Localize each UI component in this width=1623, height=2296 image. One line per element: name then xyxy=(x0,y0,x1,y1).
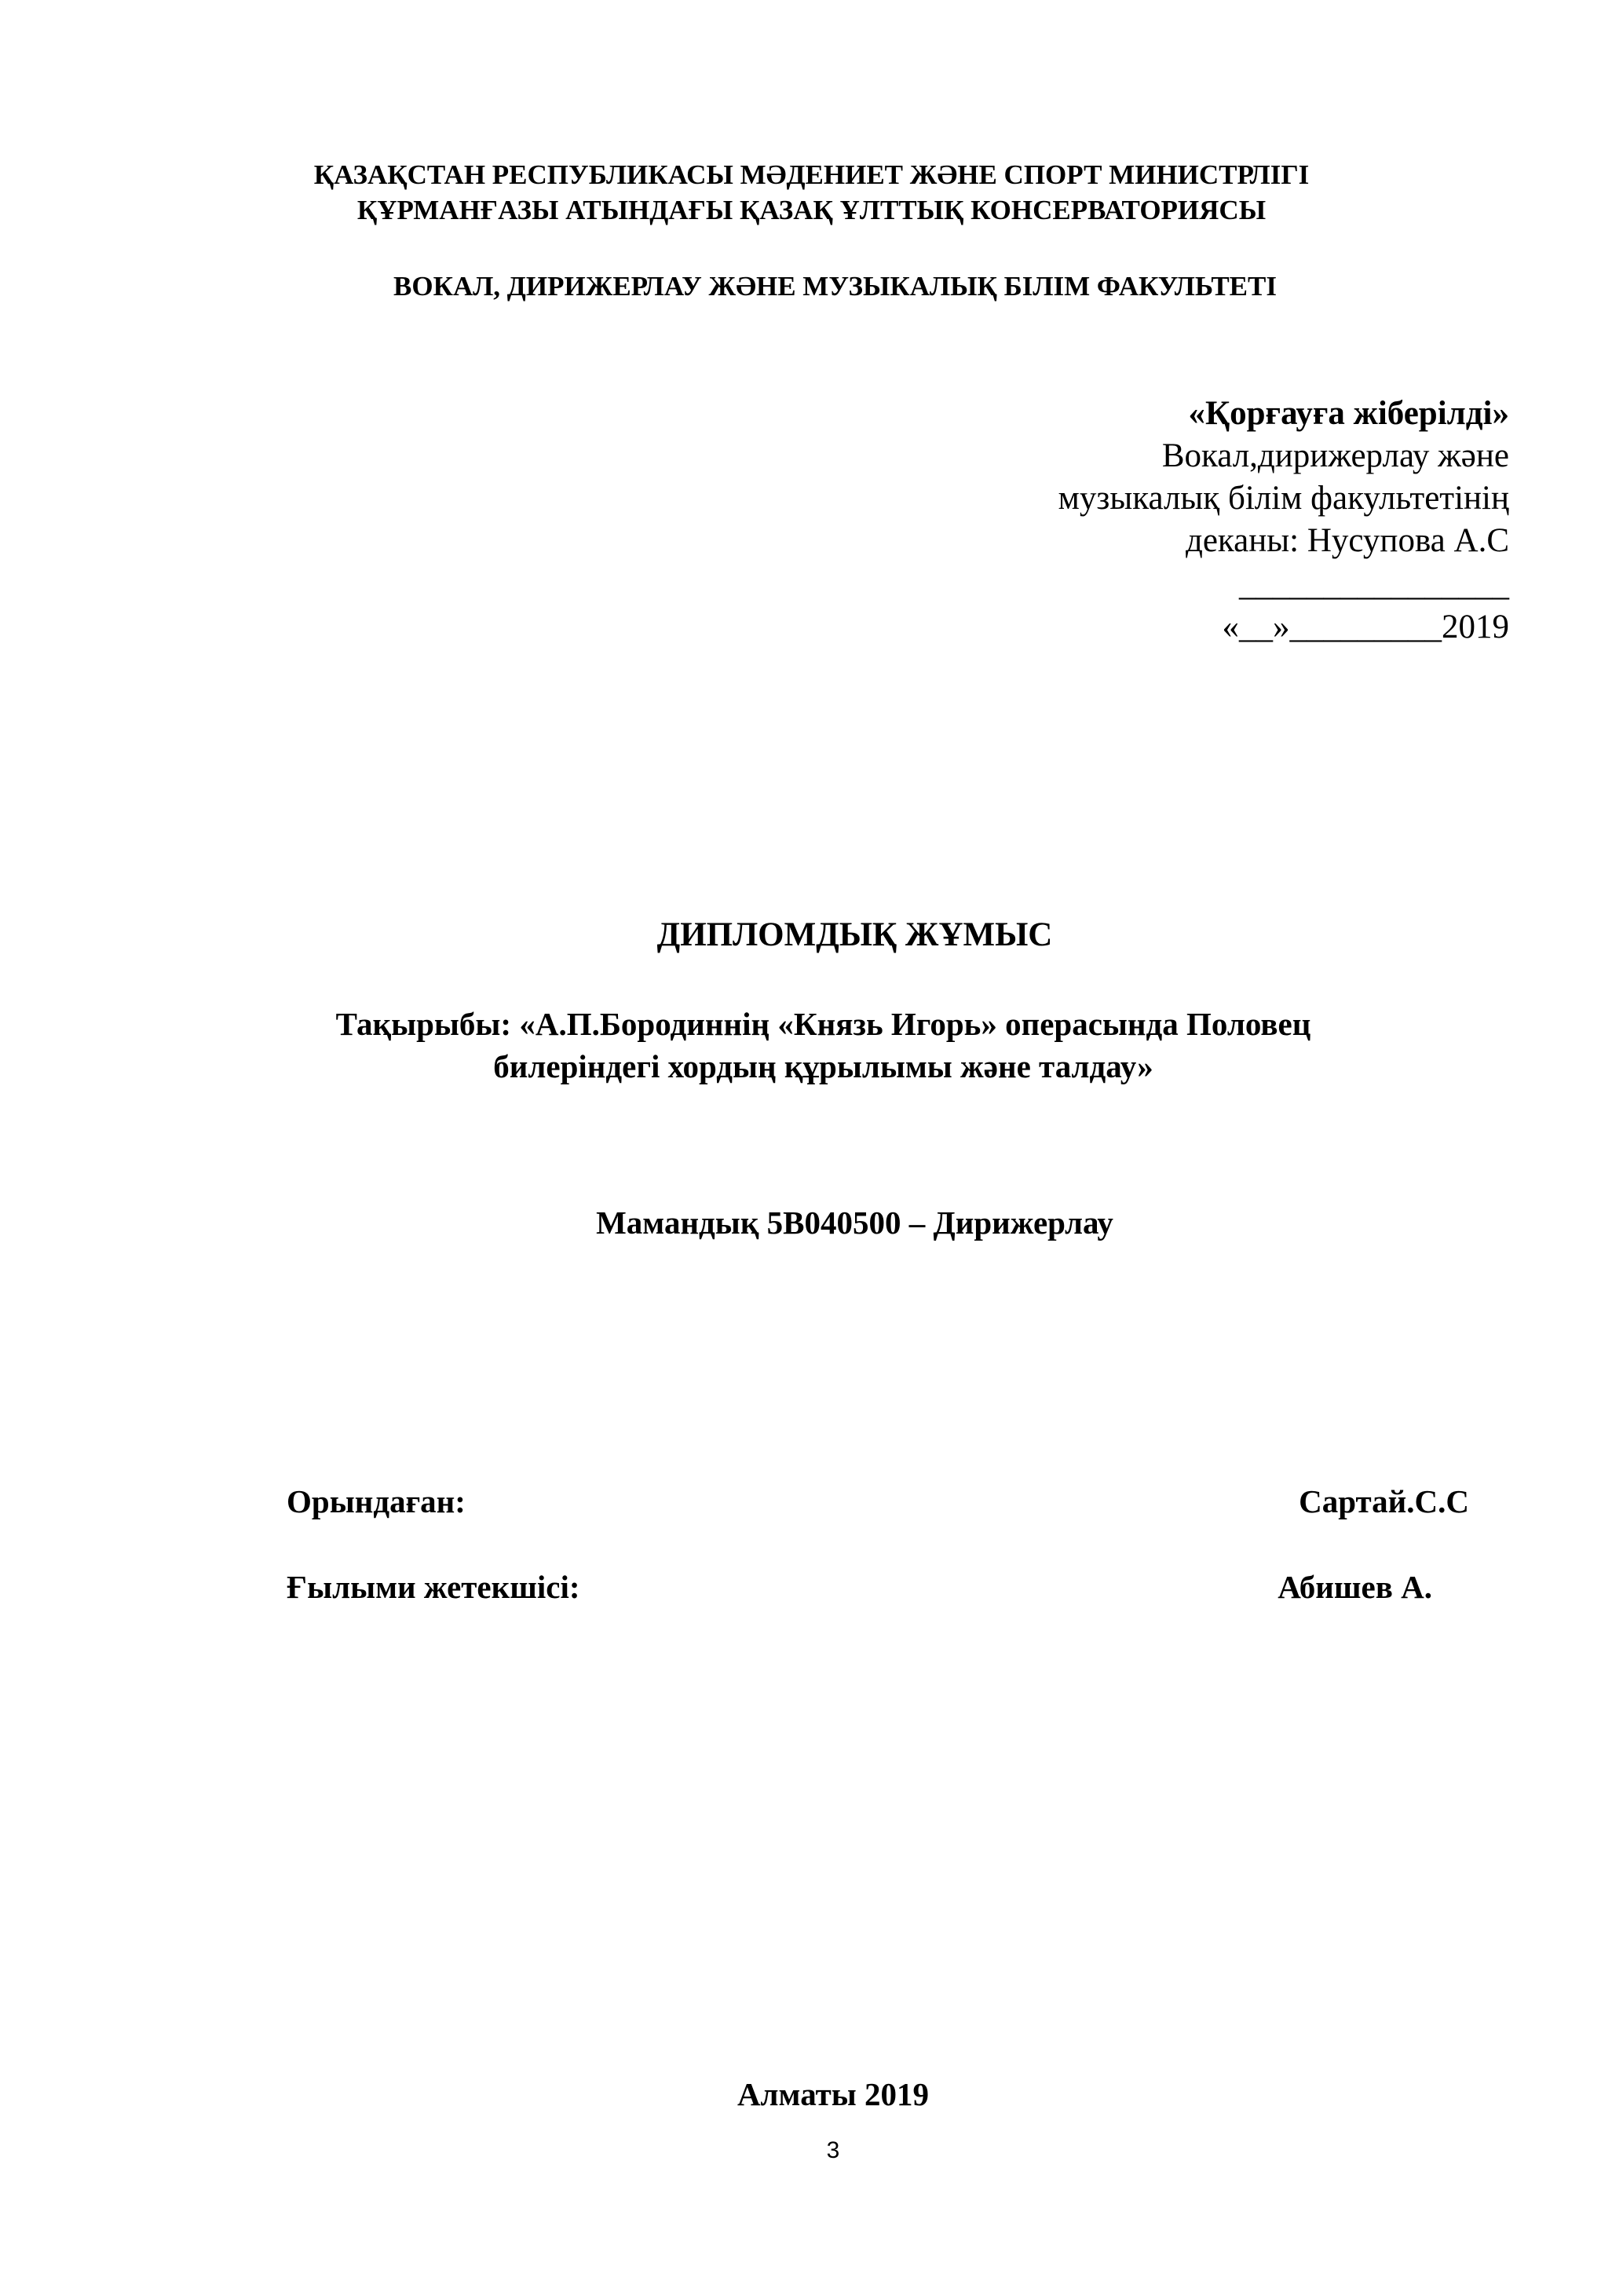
supervisor-name: Абишев А. xyxy=(1278,1569,1432,1605)
approval-block xyxy=(1058,393,1509,649)
topic-line-1: Тақырыбы: «А.П.Бородиннің «Князь Игорь» операсында Половец xyxy=(335,1006,1311,1042)
approval-heading: «Қорғауға жіберілді» xyxy=(1188,395,1509,432)
approval-line-3: деканы: Нусупова А.С xyxy=(1185,522,1509,559)
topic-line-2: билеріндегі хордың құрылымы және талдау» xyxy=(493,1048,1153,1084)
page-number: 3 xyxy=(826,2137,840,2163)
approval-line-1: Вокал,дирижерлау және xyxy=(1161,437,1509,474)
approval-signature-line: ________________ xyxy=(1239,566,1509,603)
ministry-heading: ҚАЗАҚСТАН РЕСПУБЛИКАСЫ МӘДЕНИЕТ ЖӘНЕ СПОРТ МИНИСТРЛІГІ xyxy=(313,159,1310,190)
approval-date-line: «__»_________2019 xyxy=(1222,609,1509,645)
supervisor-label: Ғылыми жетекшісі: xyxy=(287,1569,580,1605)
performer-name: Сартай.С.С xyxy=(1299,1483,1469,1519)
faculty-heading: ВОКАЛ, ДИРИЖЕРЛАУ ЖӘНЕ МУЗЫКАЛЫҚ БІЛІМ ФАКУЛЬТЕТІ xyxy=(393,271,1277,302)
approval-line-2: музыкалық білім факультетінің xyxy=(1058,480,1509,517)
performer-label: Орындаған: xyxy=(287,1483,466,1519)
specialty: Мамандық 5В040500 – Дирижерлау xyxy=(596,1205,1113,1241)
conservatory-heading: ҚҰРМАНҒАЗЫ АТЫНДАҒЫ ҚАЗАҚ ҰЛТТЫҚ КОНСЕРВАТОРИЯСЫ xyxy=(356,195,1267,225)
document-title: ДИПЛОМДЫҚ ЖҰМЫС xyxy=(656,916,1053,953)
city-year: Алматы 2019 xyxy=(737,2076,930,2112)
